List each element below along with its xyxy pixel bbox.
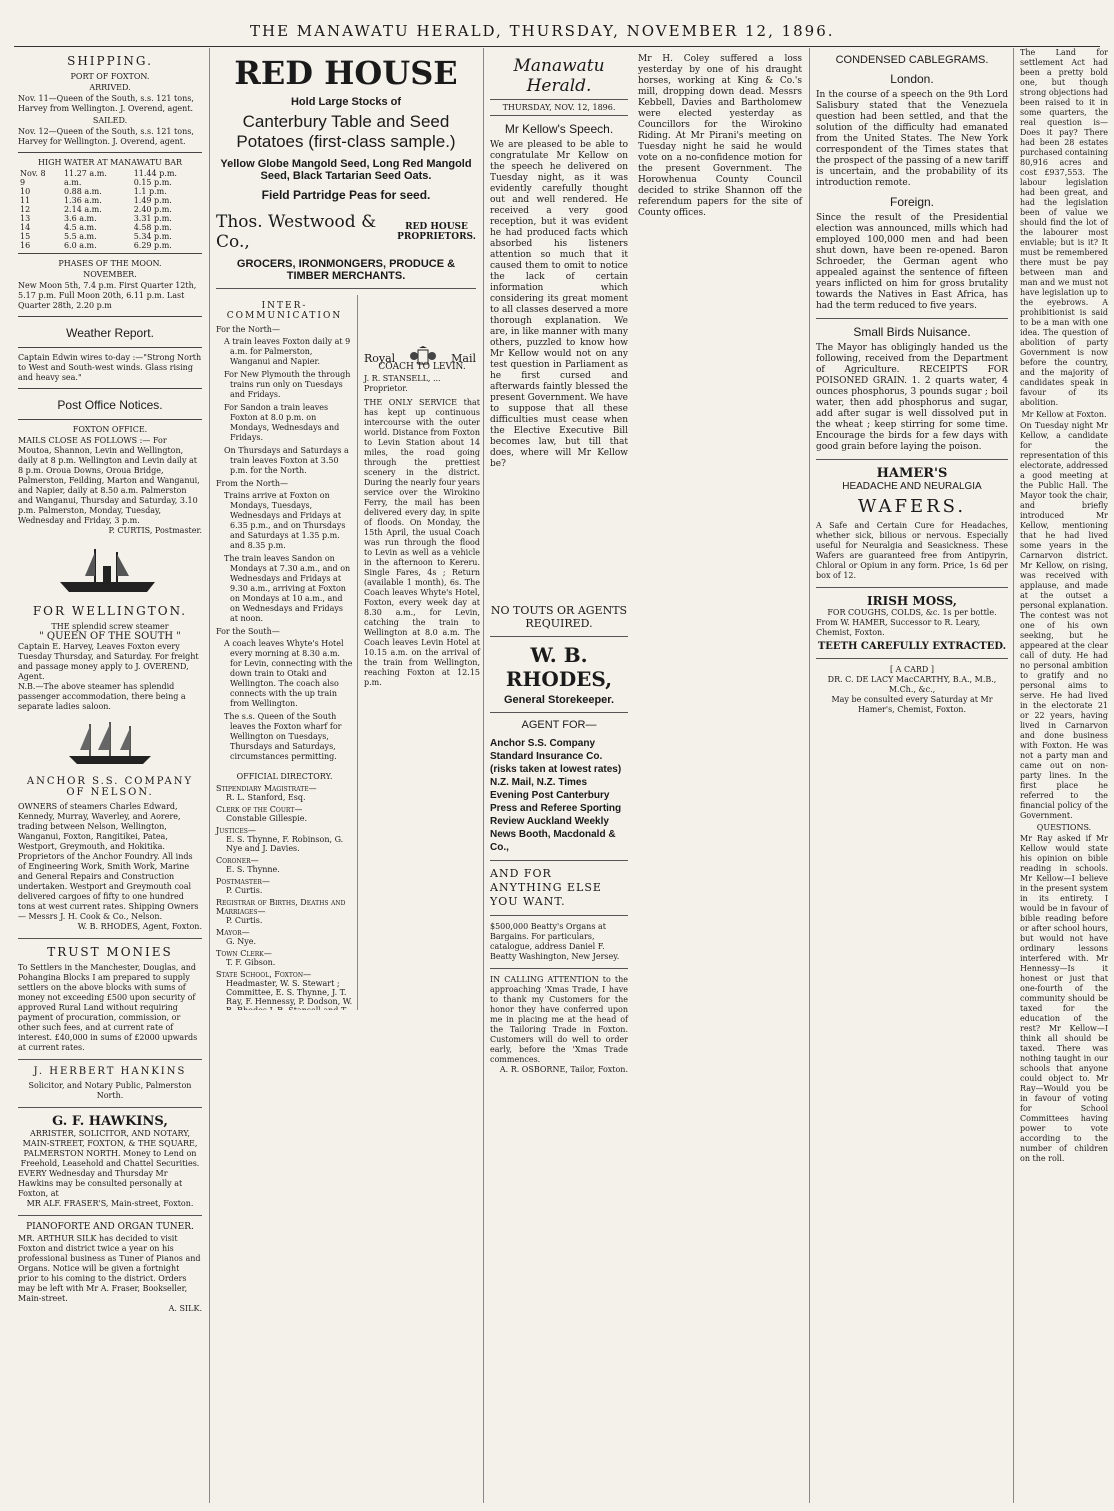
card-label: [ A CARD ] xyxy=(890,665,934,674)
divider xyxy=(216,288,476,289)
divider xyxy=(816,318,1008,319)
editorial-heading: Mr Kellow's Speech. xyxy=(504,122,614,136)
wellington-text-2: Captain E. Harvey, Leaves Foxton every Tuesday Thursday, and Saturday. For freight and passage money apply to J. OVEREND, Agent. xyxy=(18,642,199,681)
hawkins-text-3: MR ALF. FRASER'S, Main-street, Foxton. xyxy=(26,1199,194,1208)
paper-date: THURSDAY, NOV. 12, 1896. xyxy=(502,103,616,112)
kellow-questions-text: Mr Ray asked if Mr Kellow would state his opinion on bible reading in schools. Mr Kellow—I believe in the present system in its entirety. I would be in favour of bible reading before or after school hours, but would not have ordinary lessons interfered with. Mr Hennessy—Is it honest or just that one-fourth of the community should be taxed for the education of the rest? Mr Kellow—I think all should be taxed. There was nothing taught in our schools that anyone could object to. Mr Ray—Would you be in favour of voting for School Committees having power to vote according to the number of children on the roll. xyxy=(1020,834,1108,1163)
tide-cell: 5.5 a.m. xyxy=(63,232,97,241)
directory-holder: G. Nye. xyxy=(226,937,256,946)
anchor-text: OWNERS of steamers Charles Edward, Kennedy, Murray, Waverley, and Aorere, trading between Nelson, Wellington, Wanganui, Foxton, Rangitikei, Patea, Westport, Greymouth, and Hokitika. Proprietors of the Anchor Foundry. All inds of Engineering Work, Smith Work, Marine and General Repairs and Construction undertaken. Westport and Greymouth coal delivered cargoes of fifty to one hundred tons at west current rates. Shipping Owners— Messrs J. H. Cook & Co., Nelson. xyxy=(18,802,199,921)
tide-row xyxy=(18,187,202,196)
weather-text: Captain Edwin wires to-day :—"Strong North to West and South-west winds. Glass rising and heavy sea." xyxy=(18,353,202,382)
tide-row xyxy=(18,223,202,232)
shipping-heading: SHIPPING. xyxy=(67,54,153,68)
hawkins-text-2: EVERY Wednesday and Thursday Mr Hawkins may be consulted personally at Foxton, at xyxy=(18,1169,183,1198)
rhodes-subheading: General Storekeeper. xyxy=(503,694,615,706)
tide-cell: 9 xyxy=(20,178,26,187)
trust-heading: TRUST MONIES xyxy=(47,945,173,959)
divider xyxy=(816,459,1008,460)
tide-cell: 13 xyxy=(20,214,31,223)
directory-holder: R. L. Stanford, Esq. xyxy=(226,793,306,802)
divider xyxy=(18,1107,202,1108)
birds-text: The Mayor has obligingly handed us the following, received from the Department of Agriculture. RECEIPTS FOR POISONED GRAIN. 1. 2 quarts water, 4 ounces phosphorus, 3 pounds sugar ; boil water, then add phosphorus and sugar, add after sugar is well dissolved put in the wheat ; keep stirring for some time. Encourage the birds for a few days with good grain before laying the poison. xyxy=(816,343,1008,452)
sailed-text: Nov. 12—Queen of the South, s.s. 121 tons, Harvey for Wellington. J. Overend, agent. xyxy=(18,127,194,146)
masthead-title: THE MANAWATU HERALD, THURSDAY, NOVEMBER 12, 1896. xyxy=(250,22,835,40)
tide-row xyxy=(18,178,202,187)
moon-heading: PHASES OF THE MOON. xyxy=(58,259,162,268)
divider xyxy=(490,915,628,916)
directory-role: Justices— xyxy=(216,826,256,835)
moon-text: New Moon 5th, 7.4 p.m. First Quarter 12th, 5.17 p.m. Full Moon 20th, 6.11 p.m. Last Quarter 28th, 2.20 p.m xyxy=(18,281,197,310)
teeth-notice: TEETH CAREFULLY EXTRACTED. xyxy=(817,641,1007,652)
timetable-item: For Sandon a train leaves Foxton at 8.0 p.m. on Mondays, Wednesdays and Fridays. xyxy=(224,403,340,442)
timetable-item: The train leaves Sandon on Mondays at 7.30 a.m., and on Wednesdays and Fridays at 9.30 a.m., arriving at Foxton on Mondays at 10 a.m., and on Wednesdays and Fridays at noon. xyxy=(224,554,351,623)
tide-cell: 6.29 p.m. xyxy=(133,241,172,250)
ship-icon xyxy=(65,720,155,768)
divider xyxy=(18,938,202,939)
kellow-questions: QUESTIONS. xyxy=(1036,823,1092,832)
piano-text: MR. ARTHUR SILK has decided to visit Foxton and district twice a year on his professional business as Tuner of Pianos and Organs. Notice will be given a fortnight prior to his coming to the district. Orders may be left with Mr A. Fraser, Bookseller, Main-street. xyxy=(18,1234,201,1303)
wellington-nb: N.B.—The above steamer has splendid passenger accommodation, there being a separate ladies saloon. xyxy=(18,682,186,711)
directory-holder: E. S. Thynne, F. Robinson, G. Nye and J. Davies. xyxy=(226,835,344,853)
foreign-text: Since the result of the Presidential election was announced, mills which had employed 100,000 men and had been shut down, have been re-opened. Baron Schroeder, the German agent who appealed against the sentence of fifteen years inflicted on him for gross brutality towards the Natives in East Africa, has had the term reduced to five years. xyxy=(816,213,1008,311)
directory-role: Town Clerk— xyxy=(216,949,272,958)
piano-heading: PIANOFORTE AND ORGAN TUNER. xyxy=(26,1222,194,1232)
sailed-label: SAILED. xyxy=(92,116,128,125)
tide-cell: 0.15 p.m. xyxy=(133,178,172,187)
kellow-kellow-text: On Tuesday night Mr Kellow, a candidate for the representation of this electorate, addressed a good meeting at the Public Hall. The Mayor took the chair, and briefly introduced Mr Kellow, mentioning that he had lived some years in the Carnarvon district. Mr Kellow, on rising, was received with applause, and made at the outset a personal explanation. The contest was not one of his own seeking, but he appeared at the clear call of duty. He had no personal ambition to gratify and no personal aims to serve. He had lived in the electorate 21 or 22 years, having lived in Carnarvon and done business with Foxton. He was not a party man and came out on non-party lines. In the first place he referred to the financial policy of the Government. xyxy=(1020,421,1108,820)
red-house-line-1: Hold Large Stocks of xyxy=(290,96,402,108)
official-directory-heading: OFFICIAL DIRECTORY. xyxy=(236,772,333,781)
wellington-ship-name: " QUEEN OF THE SOUTH " xyxy=(39,631,181,642)
tide-cell: 10 xyxy=(20,187,31,196)
doctor-text: May be consulted every Saturday at Mr Hamer's, Chemist, Foxton. xyxy=(831,695,993,714)
piano-sign: A. SILK. xyxy=(168,1304,202,1313)
directory-entry xyxy=(216,784,353,802)
tide-cell: 4.5 a.m. xyxy=(63,223,97,232)
column-cables xyxy=(812,48,1012,1503)
mail-label: Mail xyxy=(451,351,476,365)
wafers-text: A Safe and Certain Cure for Headaches, whether sick, bilious or nervous. Especially useful for Neuralgia and Seasickness. These Wafers are guaranteed free from Antipyrin, Chloral or Opium in any form. Price, 1s 6d per box of 12. xyxy=(816,521,1008,580)
anchor-heading: ANCHOR S.S. COMPANY OF NELSON. xyxy=(26,776,194,798)
directory-role: Registrar of Births, Deaths and Marriages— xyxy=(216,898,346,916)
directory-role: Clerk of the Court— xyxy=(216,805,303,814)
timetable-item: On Thursdays and Saturdays a train leaves Foxton at 3.50 p.m. for the North. xyxy=(224,446,349,475)
tide-cell: 14 xyxy=(20,223,31,232)
land-text: The Land for settlement Act had been a pretty bold one, but though strong objections had been raised to it in some quarters, the real question is—Does it pay? There had been 28 estates purchased containing 80,916 acres and cost £937,553. The labour legislation had been great, and had the legislation been of value we should find the lot of the labourer most enviable; but is it? It must be remembered there must be pay between man and man and we must not have legislation up to the eyebrows. A prohibitionist is said to be a man with one idea. The question of abolition of party Government is now before the country, and the majority of candidates speak in favour of its abolition. xyxy=(1020,48,1108,407)
osborne-sign: A. R. OSBORNE, Tailor, Foxton. xyxy=(499,1065,628,1074)
red-house-line-4: Field Partridge Peas for seed. xyxy=(261,188,431,202)
port-label: PORT OF FOXTON. xyxy=(70,72,150,81)
divider xyxy=(490,968,628,969)
wafers-heading: WAFERS. xyxy=(857,496,967,517)
red-house-line-2: Canterbury Table and Seed Potatoes (first-class sample.) xyxy=(236,112,456,151)
wellington-heading: FOR WELLINGTON. xyxy=(32,604,188,618)
column-notes xyxy=(634,48,806,1503)
anything-notice: AND FOR ANYTHING ELSE YOU WANT. xyxy=(490,867,602,908)
directory-entry xyxy=(216,928,353,946)
coach-heading: COACH TO LEVIN. xyxy=(378,362,466,372)
directory-entry xyxy=(216,877,353,895)
london-text: In the course of a speech on the 9th Lord Salisbury stated that the Venezuela question had been settled, and that the solution of the difficulty had emanated from the United States. The New York correspondent of the Times states that the prospect of the passing of a new tariff is uncertain, and the probability of its introduction remote. xyxy=(816,90,1008,188)
column-rule xyxy=(209,48,210,1503)
tide-cell: 11.27 a.m. xyxy=(63,169,107,178)
kellow-kellow-head: Mr Kellow at Foxton. xyxy=(1021,410,1107,419)
agent-heading: AGENT FOR— xyxy=(521,719,597,731)
timetable-item: The s.s. Queen of the South leaves the Foxton wharf for Wellington on Tuesdays, Thursdays and Saturdays, circumstances permitting. xyxy=(224,712,342,761)
foreign-heading: Foreign. xyxy=(889,195,935,209)
post-heading: Post Office Notices. xyxy=(57,398,163,412)
directory-entry xyxy=(216,856,353,874)
arrived-text: Nov. 11—Queen of the South, s.s. 121 tons, Harvey from Wellington. J. Overend, agent. xyxy=(18,94,194,113)
coach-text: THE ONLY SERVICE that has kept up continuous intercourse with the outer world. Distance from Foxton to Levin Station about 14 miles, the road going through the prettiest scenery in the district. During the nearly four years service over the Wirokino Ferry, the mail has been delivered every day, in spite of floods. On Monday, the 15th April, the usual Coach was run through the flood to Levin as well as a vehicle in the afternoon to Kereru. Single Fares, 4s ; Return (available 1 month), 6s. The Coach leaves Whyte's Hotel, Foxton, every week day at 8.30 a.m., for Levin, catching the train to Wellington at 8.0 a.m. The Coach leaves Levin Hotel at 10.15 a.m. on the arrival of the train from Wellington, reaching Foxton at 12.15 p.m. xyxy=(364,398,480,687)
cables-heading: CONDENSED CABLEGRAMS. xyxy=(835,54,989,66)
post-sign: P. CURTIS, Postmaster. xyxy=(108,526,202,535)
directory-entry xyxy=(216,826,353,853)
arrived-label: ARRIVED. xyxy=(89,83,131,92)
directory-holder: T. F. Gibson. xyxy=(226,958,276,967)
weather-heading: Weather Report. xyxy=(66,326,154,340)
timetable-item: Trains arrive at Foxton on Mondays, Tuesdays, Wednesdays and Fridays at 6.35 p.m., and on Thursdays and Saturdays at 1.35 p.m. and 8.35 p.m. xyxy=(224,491,346,550)
headache-heading: HEADACHE AND NEURALGIA xyxy=(842,481,982,492)
directory-holder: P. Curtis. xyxy=(226,916,263,925)
red-house-firm: Thos. Westwood & Co., xyxy=(216,212,377,252)
column-rhodes xyxy=(486,600,632,1500)
divider xyxy=(490,712,628,713)
tide-cell: 1.36 a.m. xyxy=(63,196,102,205)
red-house-heading: RED HOUSE xyxy=(234,54,458,92)
directory-holder: P. Curtis. xyxy=(226,886,263,895)
tide-row xyxy=(18,241,202,250)
tide-row xyxy=(18,205,202,214)
tide-cell: 11 xyxy=(20,196,31,205)
ic-south-label: For the South— xyxy=(216,627,280,636)
divider xyxy=(18,1215,202,1216)
touts-notice: NO TOUTS OR AGENTS REQUIRED. xyxy=(490,604,628,630)
ic-from-north-label: From the North— xyxy=(216,479,288,488)
tide-row xyxy=(18,214,202,223)
directory-holder: E. S. Thynne. xyxy=(226,865,280,874)
tide-cell: 3.6 a.m. xyxy=(63,214,97,223)
red-house-grocers: GROCERS, IRONMONGERS, PRODUCE & TIMBER MERCHANTS. xyxy=(236,258,456,282)
beatty-ad: $500,000 Beatty's Organs at Bargains. For particulars, catalogue, address Daniel F. Beatty Washington, New Jersey. xyxy=(490,922,620,961)
divider xyxy=(490,860,628,861)
directory-entry xyxy=(216,898,353,925)
irish-moss-heading: IRISH MOSS, xyxy=(867,594,957,608)
red-house-line-3: Yellow Globe Mangold Seed, Long Red Mangold Seed, Black Tartarian Seed Oats. xyxy=(220,158,472,182)
directory-role: Coroner— xyxy=(216,856,259,865)
directory-entry xyxy=(216,949,353,967)
timetable-item: A coach leaves Whyte's Hotel every morning at 8.30 a.m. for Levin, connecting with the down train to Otaki and Wellington. The coach also connects with the up train from Wellington. xyxy=(224,639,353,708)
agent-list: Anchor S.S. Company Standard Insurance Co. (risks taken at lowest rates) N.Z. Mail, N.Z. Times Evening Post Canterbury Press and Referee Sporting Review Auckland Weekly News Booth, Macdonald & Co., xyxy=(490,738,622,853)
column-rule xyxy=(809,48,810,1503)
column-store-ads xyxy=(212,1010,480,1500)
tide-cell: 2.14 a.m. xyxy=(63,205,102,214)
ic-north-label: For the North— xyxy=(216,325,280,334)
tide-cell: 11.44 p.m. xyxy=(133,169,177,178)
tide-heading: HIGH WATER AT MANAWATU BAR xyxy=(37,158,183,167)
paper-title: Manawatu Herald. xyxy=(513,56,605,96)
masthead xyxy=(0,0,1114,44)
post-text: MAILS CLOSE AS FOLLOWS :— For Moutoa, Shannon, Levin and Wellington, daily at 8 p.m. Wellington and Levin daily at 8 p.m. Oroua Downs, Oroua Bridge, Palmerston, Feilding, Marton and Wanganui, and Napier, daily at 8.50 a.m. Palmerston and Wanganui, Thursday and Saturday, 3.10 p.m. Palmerston, Monday, Tuesday, Wednesday and Friday, 3 p.m. xyxy=(18,436,200,525)
doctor-name: DR. C. DE LACY MacCARTHY, B.A., M.B., M.Ch., &c., xyxy=(827,675,997,694)
tide-cell: 5.34 p.m. xyxy=(133,232,172,241)
directory-holder: Headmaster, W. S. Stewart ; Committee, E. S. Thynne, J. T. Ray, F. Hennessy, P. Dodson, W. xyxy=(226,979,353,1006)
column-shipping xyxy=(14,48,206,1503)
directory-role: Stipendiary Magistrate— xyxy=(216,784,317,793)
tide-cell: 4.58 p.m. xyxy=(133,223,172,232)
anchor-sign: W. B. RHODES, Agent, Foxton. xyxy=(77,922,202,931)
moon-sub: NOVEMBER. xyxy=(83,270,137,279)
tide-cell: 16 xyxy=(20,241,31,250)
directory-role: State School, Foxton— xyxy=(216,970,312,979)
divider xyxy=(490,99,628,100)
tide-cell: 2.40 p.m. xyxy=(133,205,172,214)
divider xyxy=(18,1059,202,1060)
divider xyxy=(490,636,628,637)
tide-cell: 1.1 p.m. xyxy=(133,187,167,196)
tide-row xyxy=(18,232,202,241)
directory-entry xyxy=(216,805,353,823)
divider xyxy=(816,587,1008,588)
post-sub: FOXTON OFFICE. xyxy=(72,425,148,434)
column-land xyxy=(1016,48,1112,1503)
directory-holder: Constable Gillespie. xyxy=(226,814,307,823)
tide-cell: 0.88 a.m. xyxy=(63,187,102,196)
tide-cell: 6.0 a.m. xyxy=(63,241,97,250)
hankins-text: Solicitor, and Notary Public, Palmerston North. xyxy=(28,1081,192,1100)
irish-moss-text: FOR COUGHS, COLDS, &c. 1s per bottle. xyxy=(827,608,997,617)
timetable-item: A train leaves Foxton daily at 9 a.m. for Palmerston, Wanganui and Napier. xyxy=(224,337,351,366)
ship-icon xyxy=(55,544,165,596)
tide-cell: 3.31 p.m. xyxy=(133,214,172,223)
editorial-text: We are pleased to be able to congratulate Mr Kellow on the speech he delivered on Tuesday night, as it was evidently carefully thought out and well rendered. He received a very good reception, but it was evident he had produced facts which absorbed his listeners attention so much that it caused them to omit to notice the lack of certain information which considering its great moment to all classes deserved a more thorough explanation. We are, in like manner with many others, puzzled to know how Mr Kellow would not on any test question in Parliament as he first cursed and afterwards faintly blessed the present Government. We have to suppose that all these difficulties must cease when the Elective Executive Bill becomes law, but till that does, where will Mr Kellow be? xyxy=(490,140,628,469)
directory-role: Postmaster— xyxy=(216,877,270,886)
inter-communication-heading: INTER-COMMUNICATION xyxy=(226,301,343,321)
hamer-from: From W. HAMER, Successor to R. Leary, Chemist, Foxton. xyxy=(816,618,981,637)
tide-cell: 1.49 p.m. xyxy=(133,196,172,205)
trust-text: To Settlers in the Manchester, Douglas, and Pohangina Blocks I am prepared to supply settlers on the above blocks with sums of money not exceeding £500 upon security of approved Rural Land without requiring payment of procuration, commission, or other such fees, and at current rate of interest. £40,000 in sums of £2000 upwards at current rates. xyxy=(18,963,198,1052)
tide-row xyxy=(18,169,202,178)
birds-heading: Small Birds Nuisance. xyxy=(853,325,971,339)
column-rule xyxy=(1013,48,1014,1503)
hawkins-text: ARRISTER, SOLICITOR, AND NOTARY, MAIN-STREET, FOXTON, & THE SQUARE, PALMERSTON NORTH. Money to Lend on Freehold, Leasehold and Chattel Securities. xyxy=(20,1129,200,1168)
hamers-heading: HAMER'S xyxy=(876,466,948,481)
directory-role: Mayor— xyxy=(216,928,250,937)
wellington-text: THE splendid screw steamer xyxy=(51,622,169,631)
london-heading: London. xyxy=(890,72,934,86)
tide-cell: 15 xyxy=(20,232,31,241)
masthead-rule xyxy=(14,46,1100,47)
hankins-heading: J. HERBERT HANKINS xyxy=(33,1066,187,1077)
divider xyxy=(816,658,1008,659)
coach-proprietor: J. R. STANSELL, ... Proprietor. xyxy=(364,374,441,393)
tide-cell: a.m. xyxy=(63,178,82,187)
red-house-proprietors: RED HOUSE PROPRIETORS. xyxy=(397,222,476,242)
notes-text: Mr H. Coley suffered a loss yesterday by one of his draught horses, working at King & Co.'s mill, dropping down dead. Messrs Kebbell, Davies and Bartholomew were elected yesterday as Councillors for the Wirokino Riding. At Mr Pirani's meeting on Tuesday night he said he would vote on a no-confidence motion for the present Government. The Horowhenua County Council decided to strike Shannon off the referendum papers for the site of County offices. xyxy=(638,54,802,218)
hawkins-heading: G. F. HAWKINS, xyxy=(52,1114,168,1129)
royal-label: Royal xyxy=(364,351,396,365)
tide-row xyxy=(18,196,202,205)
divider xyxy=(490,115,628,116)
tide-cell: Nov. 8 xyxy=(20,169,46,178)
tide-cell: 12 xyxy=(20,205,31,214)
osborne-text: IN CALLING ATTENTION to the approaching 'Xmas Trade, I have to thank my Customers for the honor they have conferred upon me in placing me at the head of the Tailoring Trade in Foxton. Customers will do well to order early, before the 'Xmas Trade commences. xyxy=(490,975,628,1064)
timetable-item: For New Plymouth the through trains run only on Tuesdays and Fridays. xyxy=(224,370,351,399)
rhodes-heading: W. B. RHODES, xyxy=(505,643,613,691)
tide-table xyxy=(18,169,202,250)
